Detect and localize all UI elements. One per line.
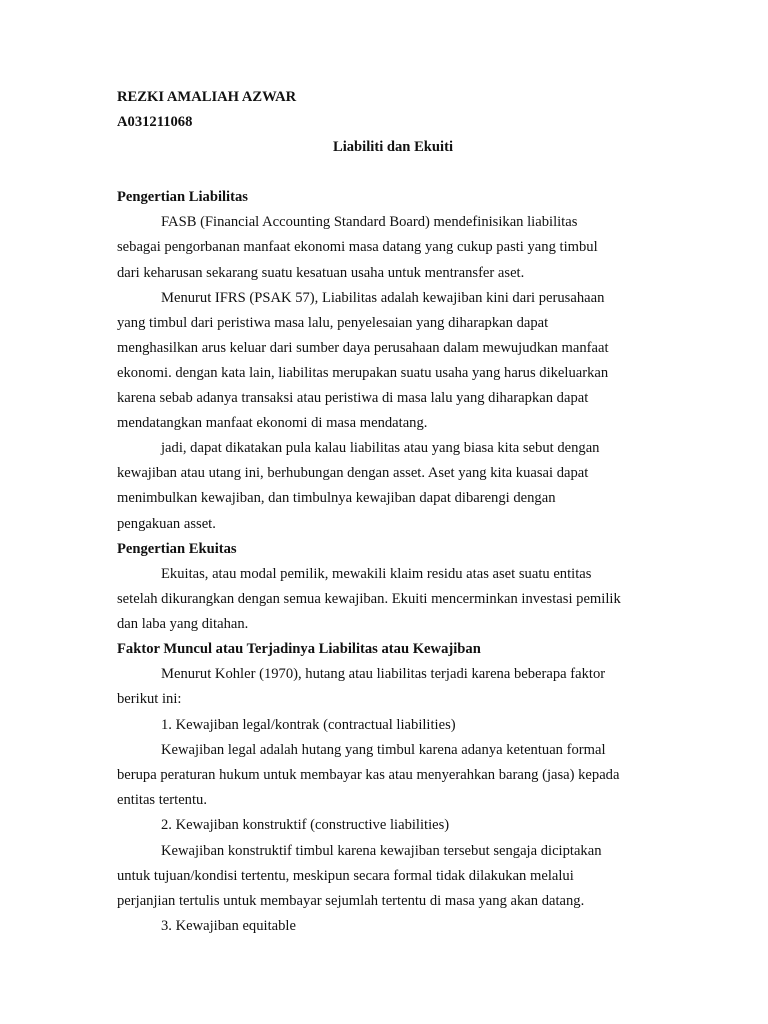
paragraph-line: sebagai pengorbanan manfaat ekonomi masa datang yang cukup pasti yang timbul	[117, 239, 598, 255]
paragraph-line: jadi, dapat dikatakan pula kalau liabilitas atau yang biasa kita sebut dengan	[161, 440, 600, 456]
paragraph-line: Kewajiban legal adalah hutang yang timbul karena adanya ketentuan formal	[161, 742, 606, 758]
paragraph-line: Kewajiban konstruktif timbul karena kewajiban tersebut sengaja diciptakan	[161, 843, 602, 859]
paragraph-line: berupa peraturan hukum untuk membayar kas atau menyerahkan barang (jasa) kepada	[117, 767, 620, 783]
paragraph-line: entitas tertentu.	[117, 792, 207, 808]
paragraph-line: menimbulkan kewajiban, dan timbulnya kewajiban dapat dibarengi dengan	[117, 490, 556, 506]
paragraph-line: berikut ini:	[117, 691, 182, 707]
section-heading-liabilitas: Pengertian Liabilitas	[117, 189, 248, 205]
section-heading-ekuitas: Pengertian Ekuitas	[117, 541, 237, 557]
list-item-2: 2. Kewajiban konstruktif (constructive liabilities)	[161, 817, 450, 833]
paragraph-line: perjanjian tertulis untuk membayar sejumlah tertentu di masa yang akan datang.	[117, 893, 585, 909]
paragraph-line: mendatangkan manfaat ekonomi di masa mendatang.	[117, 415, 428, 431]
paragraph-line: kewajiban atau utang ini, berhubungan dengan asset. Aset yang kita kuasai dapat	[117, 465, 589, 481]
paragraph-line: dari keharusan sekarang suatu kesatuan usaha untuk mentransfer aset.	[117, 265, 525, 281]
paragraph-line: dan laba yang ditahan.	[117, 616, 249, 632]
author-name: REZKI AMALIAH AZWAR	[117, 89, 297, 105]
paragraph-line: FASB (Financial Accounting Standard Board) mendefinisikan liabilitas	[161, 214, 578, 230]
paragraph-line: menghasilkan arus keluar dari sumber daya perusahaan dalam mewujudkan manfaat	[117, 340, 609, 356]
document-title: Liabiliti dan Ekuiti	[332, 139, 454, 155]
paragraph-line: Menurut IFRS (PSAK 57), Liabilitas adalah kewajiban kini dari perusahaan	[161, 290, 605, 306]
student-id: A031211068	[117, 114, 193, 130]
paragraph-line: Ekuitas, atau modal pemilik, mewakili klaim residu atas aset suatu entitas	[161, 566, 592, 582]
list-item-1: 1. Kewajiban legal/kontrak (contractual liabilities)	[161, 717, 456, 733]
paragraph-line: yang timbul dari peristiwa masa lalu, penyelesaian yang diharapkan dapat	[117, 315, 549, 331]
paragraph-line: untuk tujuan/kondisi tertentu, meskipun secara formal tidak dilakukan melalui	[117, 868, 574, 884]
paragraph-line: karena sebab adanya transaksi atau peristiwa di masa lalu yang diharapkan dapat	[117, 390, 589, 406]
paragraph-line: Menurut Kohler (1970), hutang atau liabilitas terjadi karena beberapa faktor	[161, 666, 606, 682]
paragraph-line: setelah dikurangkan dengan semua kewajiban. Ekuiti mencerminkan investasi pemilik	[117, 591, 621, 607]
paragraph-line: pengakuan asset.	[117, 516, 216, 532]
paragraph-line: ekonomi. dengan kata lain, liabilitas merupakan suatu usaha yang harus dikeluarkan	[117, 365, 609, 381]
list-item-3: 3. Kewajiban equitable	[161, 918, 296, 934]
section-heading-faktor: Faktor Muncul atau Terjadinya Liabilitas atau Kewajiban	[117, 641, 481, 657]
